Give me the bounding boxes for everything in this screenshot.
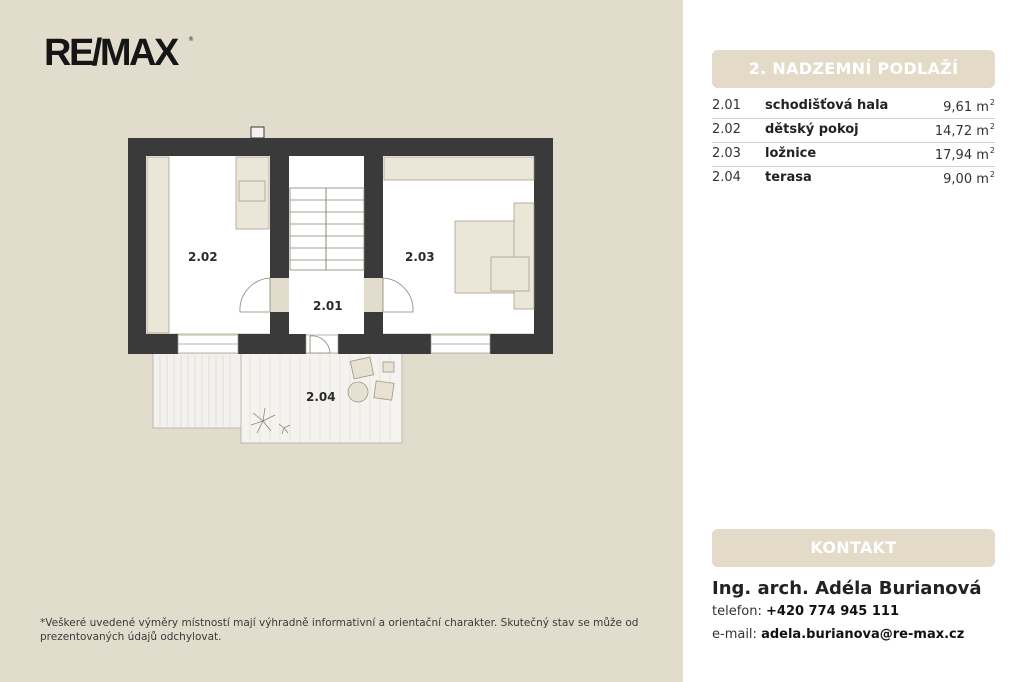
list-item xyxy=(712,119,995,143)
info-panel xyxy=(683,0,1024,682)
room-name: terasa xyxy=(765,170,812,185)
room-area: 14,72 $m^2$ xyxy=(934,122,995,139)
floor-plan xyxy=(120,120,570,450)
email-link[interactable]: adela.burianova@re-max.cz xyxy=(761,627,965,642)
phone-label: telefon: xyxy=(712,604,762,619)
list-item xyxy=(712,143,995,167)
room-number: 2.02 xyxy=(712,122,741,137)
room-area: 9,61 $m^2$ xyxy=(943,98,995,115)
room-number: 2.01 xyxy=(712,98,741,113)
room-name: dětský pokoj xyxy=(765,122,859,137)
list-item xyxy=(712,95,995,119)
list-item xyxy=(712,167,995,190)
plan-label-201: 2.01 xyxy=(313,299,343,313)
floor-title-banner: 2. NADZEMNÍ PODLAŽÍ xyxy=(712,50,995,88)
room-area-list xyxy=(712,95,995,190)
room-number: 2.04 xyxy=(712,170,741,185)
chimney-marker xyxy=(251,127,264,138)
windows xyxy=(178,335,490,353)
room-area: 9,00 $m^2$ xyxy=(943,170,995,187)
plan-label-203: 2.03 xyxy=(405,250,435,264)
phone-link[interactable]: +420 774 945 111 xyxy=(766,604,900,619)
room-number: 2.03 xyxy=(712,146,741,161)
contact-name: Ing. arch. Adéla Burianová xyxy=(712,578,982,599)
logo-registered-mark: ® xyxy=(188,36,194,43)
email-label: e-mail: xyxy=(712,627,757,642)
logo-text: RE/MAX xyxy=(44,32,177,74)
remax-logo xyxy=(44,34,177,72)
contact-email xyxy=(712,627,964,642)
room-name: ložnice xyxy=(765,146,817,161)
disclaimer-text: *Veškeré uvedené výměry místností mají výhradně informativní a orientační charakter. Skutečný stav se může od prezentovaných údajů odchylovat. xyxy=(40,617,639,643)
contact-phone xyxy=(712,604,899,619)
room-area: 17,94 $m^2$ xyxy=(934,146,995,163)
room-name: schodišťová hala xyxy=(765,98,889,113)
plan-label-202: 2.02 xyxy=(188,250,218,264)
plan-label-204: 2.04 xyxy=(306,390,336,404)
contact-banner: KONTAKT xyxy=(712,529,995,567)
terrace-left-deck xyxy=(153,353,241,428)
